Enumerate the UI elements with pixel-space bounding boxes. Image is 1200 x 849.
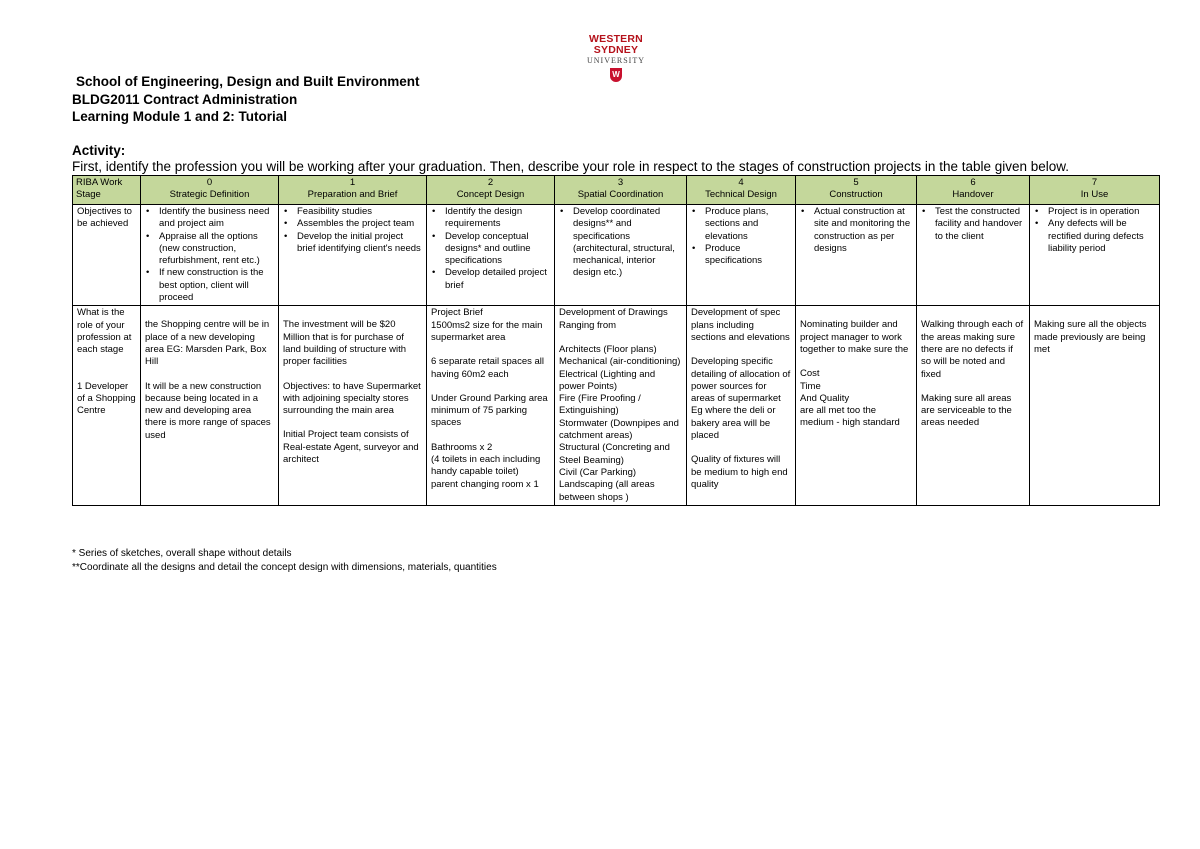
cell-paragraph	[145, 307, 274, 319]
bullet-item: • Any defects will be rectified during defects liability period	[1045, 218, 1155, 255]
role-cell	[427, 306, 555, 505]
stage-number: 5	[853, 177, 859, 188]
bullet-item: • Identify the business need and project aim	[156, 206, 274, 231]
cell-paragraph	[921, 307, 1025, 319]
objective-cell	[917, 205, 1030, 306]
cell-paragraph	[691, 344, 791, 356]
cell-paragraph: Under Ground Parking area minimum of 75 parking spaces	[431, 392, 548, 429]
cell-paragraph: the Shopping centre will be in place of a new developing area EG: Marsden Park, Box Hill	[145, 319, 270, 368]
activity-instruction: First, identify the profession you will be working after your graduation. Then, describe your role in respect to the stages of construction projects in the table given below.	[72, 159, 1070, 174]
bullet-item: • Project is in operation	[1045, 206, 1155, 218]
bullet-item: • Identify the design requirements	[442, 206, 550, 231]
objective-cell	[279, 205, 427, 306]
bullet-item: • Develop conceptual designs* and outline specifications	[442, 231, 550, 268]
stage-header	[687, 176, 796, 205]
role-row	[73, 306, 1160, 505]
objective-cell	[796, 205, 917, 306]
cell-paragraph: And Quality	[800, 392, 850, 404]
bullet-item: • Assembles the project team	[294, 218, 422, 230]
stage-number: 0	[206, 177, 213, 188]
cell-paragraph	[691, 442, 791, 454]
bullet-item: • Test the constructed facility and handover to the client	[932, 206, 1025, 243]
cell-paragraph: Making sure all areas are serviceable to the areas needed	[921, 392, 1012, 429]
stage-name: Technical Design	[705, 189, 777, 201]
cell-paragraph: Making sure all the objects made previously are being met	[1034, 319, 1147, 355]
objectives-row	[73, 205, 1160, 306]
cell-paragraph: Nominating builder and project manager to work together to make sure the	[800, 319, 909, 355]
shield-icon: W	[610, 68, 622, 82]
role-cell	[1030, 306, 1160, 505]
row-label: Objectives to be achieved	[73, 205, 141, 306]
school-name: School of Engineering, Design and Built Environment	[76, 74, 420, 89]
footnote: * Series of sketches, overall shape without details	[72, 548, 292, 559]
cell-paragraph: Civil (Car Parking)	[559, 466, 637, 478]
objective-cell	[141, 205, 279, 306]
cell-paragraph: Initial Project team consists of Real-estate Agent, surveyor and architect	[283, 429, 419, 466]
objective-cell	[687, 205, 796, 306]
stage-name: Strategic Definition	[169, 189, 250, 201]
cell-paragraph	[559, 332, 682, 344]
row-label	[73, 306, 141, 505]
riba-stage-table	[72, 175, 1160, 506]
stage-number: 3	[617, 177, 624, 188]
stage-header	[796, 176, 917, 205]
stage-name: Construction	[829, 189, 883, 201]
stage-name: In Use	[1080, 189, 1109, 201]
stage-header	[279, 176, 427, 205]
cell-paragraph	[145, 369, 274, 381]
objective-cell	[555, 205, 687, 306]
cell-paragraph: Cost	[800, 368, 820, 380]
cell-paragraph: Time	[800, 380, 821, 392]
stage-name: Spatial Coordination	[577, 189, 664, 201]
cell-paragraph: What is the role of your profession at each stage	[77, 307, 132, 356]
cell-paragraph: Mechanical (air-conditioning)	[559, 356, 681, 368]
course-name: BLDG2011 Contract Administration	[72, 91, 298, 107]
role-cell	[687, 306, 796, 505]
stage-header	[427, 176, 555, 205]
cell-paragraph: 6 separate retail spaces all having 60m2 each	[431, 356, 545, 380]
cell-paragraph: (4 toilets in each including handy capable toilet)	[431, 454, 541, 478]
cell-paragraph	[431, 381, 550, 393]
bullet-item: • Develop detailed project brief	[442, 267, 550, 292]
cell-paragraph	[431, 344, 550, 356]
stage-name: Handover	[952, 189, 994, 201]
role-cell	[917, 306, 1030, 505]
cell-paragraph: Electrical (Lighting and power Points)	[559, 368, 656, 392]
cell-paragraph	[77, 369, 136, 381]
cell-paragraph: Bathrooms x 2	[431, 441, 493, 453]
bullet-item: • Feasibility studies	[294, 206, 422, 218]
cell-paragraph	[77, 357, 136, 369]
cell-paragraph: The investment will be $20 Million that is for purchase of land building of structure with proper facilities	[283, 319, 407, 368]
cell-paragraph	[1034, 307, 1155, 319]
cell-paragraph: Fire (Fire Proofing / Extinguishing)	[559, 393, 641, 417]
cell-paragraph: Quality of fixtures will be medium to high end quality	[691, 454, 788, 490]
cell-paragraph: parent changing room x 1	[431, 478, 539, 490]
stage-header	[1030, 176, 1160, 205]
stage-number: 1	[349, 177, 356, 188]
bullet-item: • If new construction is the best option, client will proceed	[156, 267, 274, 304]
objective-cell	[1030, 205, 1160, 306]
stage-number: 7	[1091, 177, 1098, 188]
cell-paragraph	[431, 430, 550, 442]
module-name: Learning Module 1 and 2: Tutorial	[72, 109, 288, 124]
corner-cell: RIBA Work Stage	[73, 176, 141, 205]
document-header	[72, 73, 1172, 126]
role-cell	[141, 306, 279, 505]
cell-paragraph: are all met too the medium - high standard	[800, 405, 900, 429]
bullet-item: • Actual construction at site and monitoring the construction as per designs	[811, 206, 912, 255]
cell-paragraph: Development of Drawings	[559, 307, 668, 319]
role-cell	[796, 306, 917, 505]
activity-section	[72, 142, 1172, 175]
bullet-item: • Produce specifications	[702, 243, 791, 268]
cell-paragraph: It will be a new construction because being located in a new and developing area there is more range of spaces used	[145, 380, 271, 441]
cell-paragraph: Walking through each of the areas making sure there are no defects if so will be noted and fixed	[921, 319, 1024, 380]
role-cell	[555, 306, 687, 505]
cell-paragraph	[283, 417, 422, 429]
objective-cell	[427, 205, 555, 306]
cell-paragraph	[283, 369, 422, 381]
cell-paragraph: Objectives: to have Supermarket with adjoining specialty stores surrounding the main area	[283, 380, 421, 417]
cell-paragraph	[921, 381, 1025, 393]
stage-header	[555, 176, 687, 205]
activity-title: Activity:	[72, 143, 126, 158]
cell-paragraph: Stormwater (Downpipes and catchment areas)	[559, 417, 679, 442]
cell-paragraph: Structural (Concreting and Steel Beaming)	[559, 442, 670, 466]
bullet-item: • Produce plans, sections and elevations	[702, 206, 791, 243]
cell-paragraph	[800, 307, 912, 319]
stage-header-row	[73, 176, 1160, 205]
stage-header	[917, 176, 1030, 205]
stage-name: Concept Design	[456, 189, 525, 201]
cell-paragraph	[283, 307, 422, 319]
bullet-item: • Develop the initial project brief identifying client's needs	[294, 231, 422, 256]
stage-header	[141, 176, 279, 205]
footnote: **Coordinate all the designs and detail the concept design with dimensions, materials, quantities	[72, 562, 497, 573]
role-cell	[279, 306, 427, 505]
cell-paragraph: Architects (Floor plans)	[559, 343, 657, 355]
cell-paragraph: 1500ms2 size for the main supermarket area	[431, 319, 543, 343]
footnotes	[72, 547, 497, 575]
cell-paragraph: Ranging from	[559, 319, 617, 331]
bullet-item: • Develop coordinated designs** and specifications (architectural, structural, mechanical, interior design etc.)	[570, 206, 682, 280]
bullet-item: • Appraise all the options (new construction, refurbishment, rent etc.)	[156, 231, 274, 268]
stage-number: 4	[738, 177, 744, 188]
logo-line-2: UNIVERSITY	[587, 56, 645, 65]
cell-paragraph: Landscaping (all areas between shops )	[559, 479, 655, 503]
cell-paragraph: Project Brief	[431, 307, 483, 319]
logo-line-1: WESTERN SYDNEY	[589, 33, 643, 56]
stage-number: 6	[970, 177, 976, 188]
cell-paragraph: Developing specific detailing of allocation of power sources for areas of supermarket Eg where the deli or bakery area will be placed	[691, 356, 791, 442]
cell-paragraph: Development of spec plans including sections and elevations	[691, 307, 790, 343]
stage-name: Preparation and Brief	[307, 189, 398, 201]
cell-paragraph	[800, 356, 912, 368]
stage-number: 2	[487, 177, 494, 188]
cell-paragraph: 1 Developer of a Shopping Centre	[77, 380, 136, 417]
